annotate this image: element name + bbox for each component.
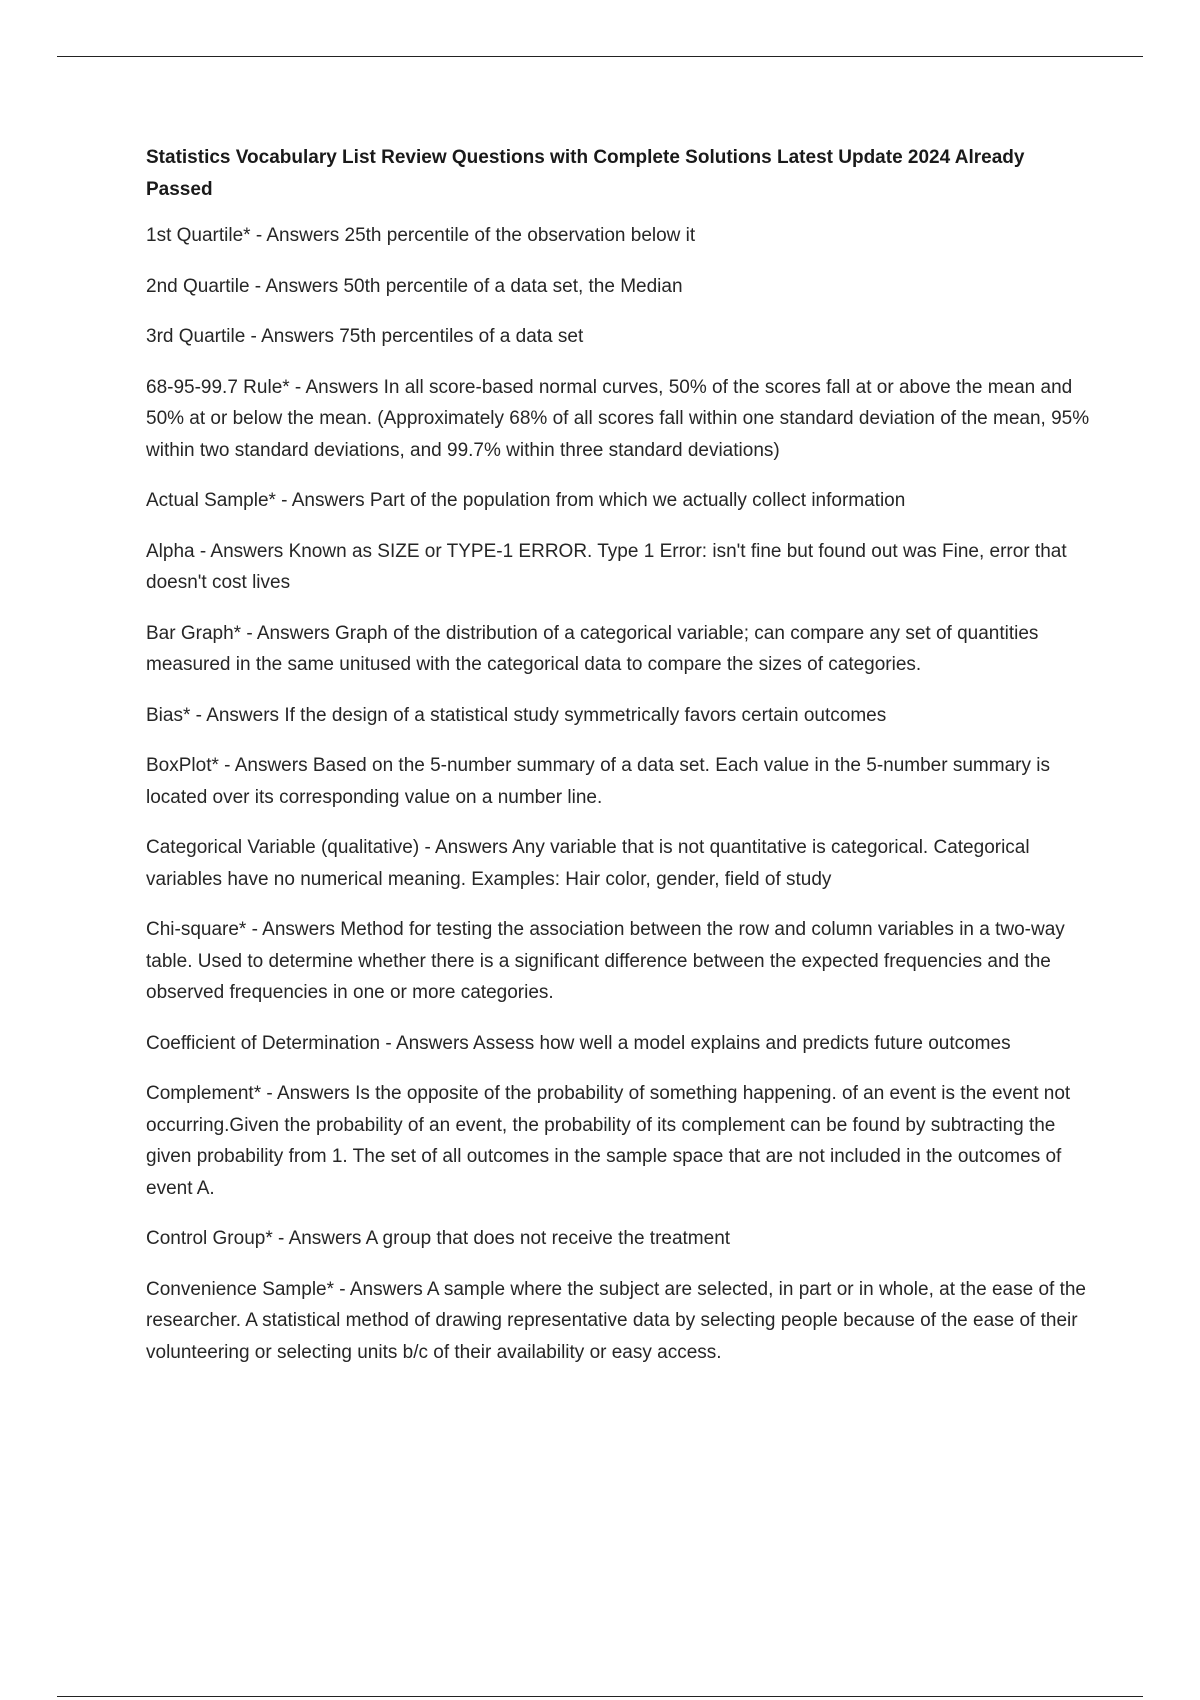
document-content: [146, 142, 1096, 1387]
entry-chi-square: Chi-square* - Answers Method for testing the association between the row and column variables in a two-way table. Used to determine whether there is a significant difference between the expected frequencies and the observed frequencies in one or more categories.: [146, 919, 1065, 1003]
bottom-rule: [57, 1696, 1143, 1697]
entry-complement: Complement* - Answers Is the opposite of the probability of something happening. of an event is the event not occurring.Given the probability of an event, the probability of its complement can be found by subtracting the given probability from 1. The set of all outcomes in the sample space that are not included in the outcomes of event A.: [146, 1083, 1071, 1199]
entry-actual-sample: Actual Sample* - Answers Part of the population from which we actually collect information: [146, 490, 906, 511]
top-rule: [57, 56, 1143, 57]
entry-bar-graph: Bar Graph* - Answers Graph of the distribution of a categorical variable; can compare any set of quantities measured in the same unitused with the categorical data to compare the sizes of categories.: [146, 622, 1039, 675]
document-title: Statistics Vocabulary List Review Questions with Complete Solutions Latest Update 2024 Already Passed: [146, 147, 1025, 200]
entry-1st-quartile: 1st Quartile* - Answers 25th percentile of the observation below it: [146, 225, 696, 246]
entry-boxplot: BoxPlot* - Answers Based on the 5-number summary of a data set. Each value in the 5-number summary is located over its corresponding value on a number line.: [146, 755, 1050, 808]
entry-convenience-sample: Convenience Sample* - Answers A sample where the subject are selected, in part or in whole, at the ease of the researcher. A statistical method of drawing representative data by selecting people because of the ease of their volunteering or selecting units b/c of their availability or easy access.: [146, 1278, 1086, 1363]
entry-coefficient-of-determination: Coefficient of Determination - Answers Assess how well a model explains and predicts future outcomes: [146, 1032, 1011, 1054]
entry-bias: Bias* - Answers If the design of a statistical study symmetrically favors certain outcomes: [146, 704, 887, 726]
entry-categorical-variable: Categorical Variable (qualitative) - Answers Any variable that is not quantitative is categorical. Categorical variables have no numerical meaning. Examples: Hair color, gender, field of study: [146, 837, 1030, 890]
entry-68-95-99-rule: 68-95-99.7 Rule* - Answers In all score-based normal curves, 50% of the scores fall at or above the mean and 50% at or below the mean. (Approximately 68% of all scores fall within one standard deviation of the mean, 95% within two standard deviations, and 99.7% within three standard deviations): [146, 376, 1090, 461]
entry-control-group: Control Group* - Answers A group that does not receive the treatment: [146, 1228, 731, 1249]
entry-2nd-quartile: 2nd Quartile - Answers 50th percentile of a data set, the Median: [146, 275, 683, 297]
entry-3rd-quartile: 3rd Quartile - Answers 75th percentiles of a data set: [146, 326, 584, 347]
entry-alpha: Alpha - Answers Known as SIZE or TYPE-1 ERROR. Type 1 Error: isn't fine but found out was Fine, error that doesn't cost lives: [146, 540, 1067, 593]
